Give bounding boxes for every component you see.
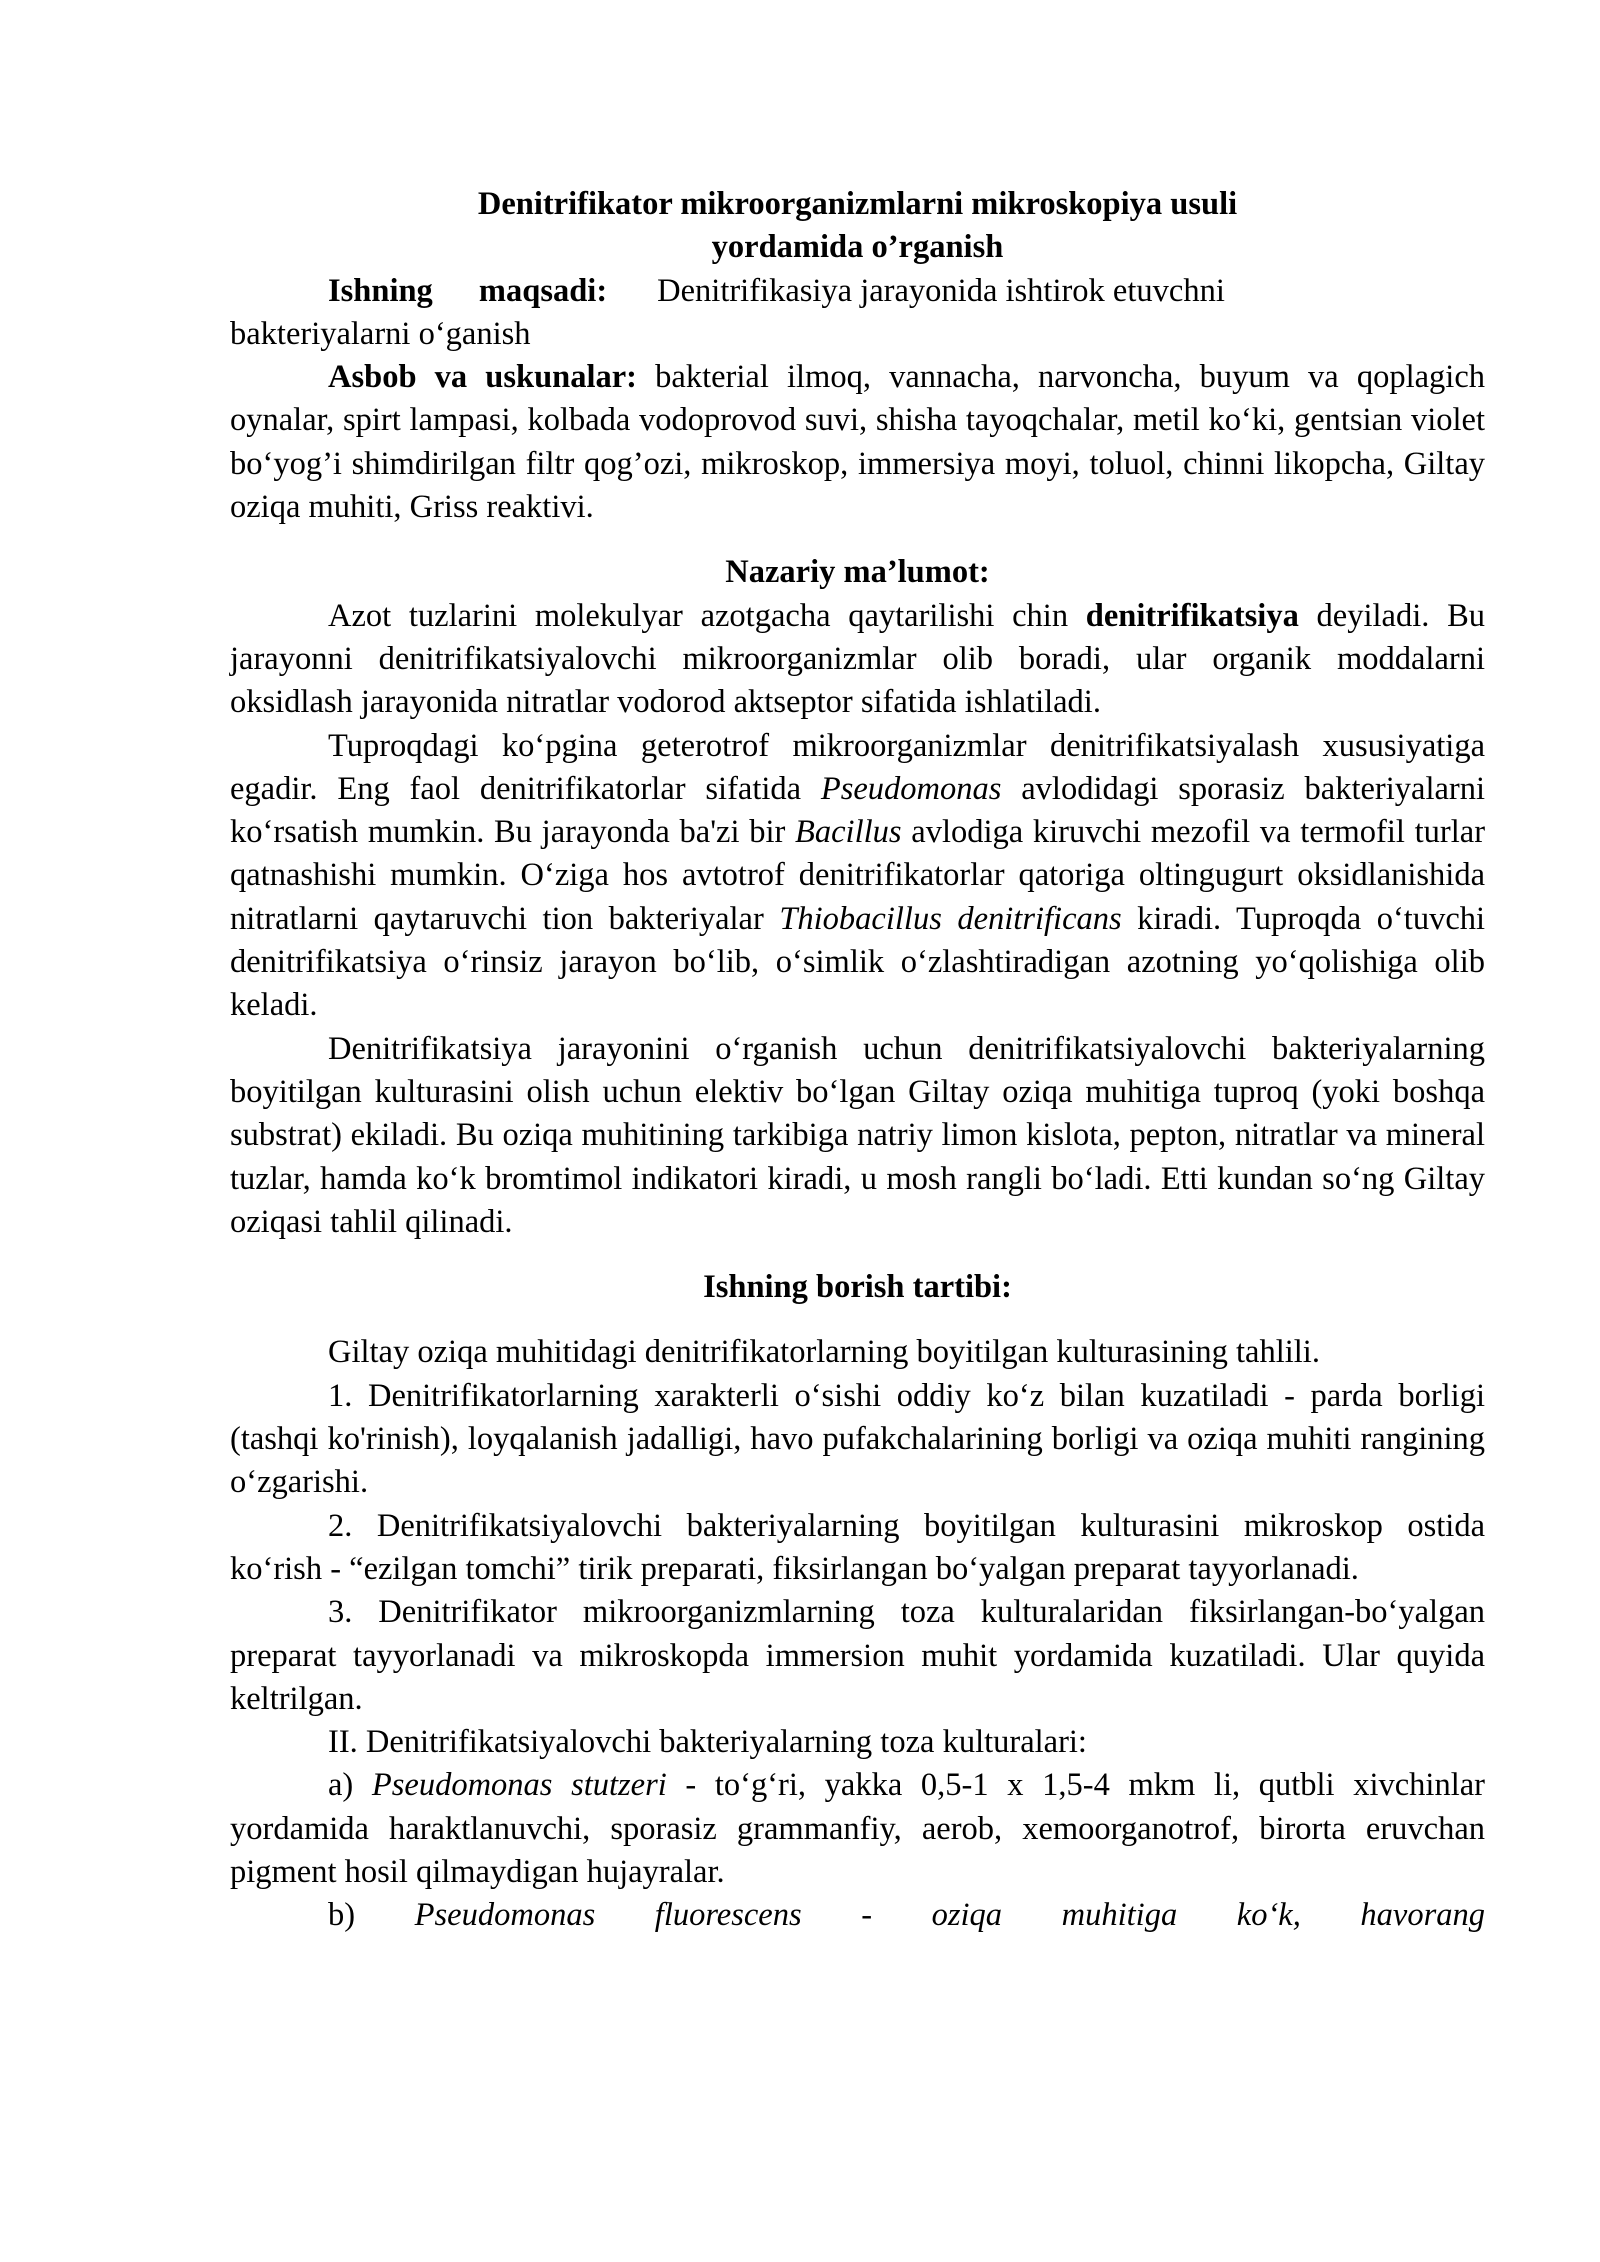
theory-p1-text-a: Azot tuzlarini molekulyar azotgacha qaytarilishi chin bbox=[328, 597, 1069, 634]
document-title bbox=[230, 183, 1485, 270]
theory-p2-text-c: avlodiga kiruvchi mezofil va termofil turlar qatnashishi mumkin. O‘ziga hos avtotrof denitrifikatorlar qatoriga oltingugurt oksidlanishida nitratlarni qaytaruvchi tion bakteriyalar bbox=[230, 814, 1486, 937]
item-b-prefix: b) bbox=[328, 1897, 356, 1934]
equipment-text: bakterial ilmoq, vannacha, narvoncha, buyum va qoplagich oynalar, spirt lampasi, kolbada vodoprovod suvi, shisha tayoqchalar, metil ko‘ki, gentsian violet bo‘yog’i shimdirilgan filtr qog’ozi, mikroskop, immersiya moyi, toluol, chinni likopcha, Giltay oziqa muhiti, Griss reaktivi. bbox=[230, 359, 1486, 526]
theory-paragraph-1 bbox=[230, 595, 1485, 725]
theory-paragraph-3: Denitrifikatsiya jarayonini o‘rganish uchun denitrifikatsiyalovchi bakteriyalarning boyitilgan kulturasini olish uchun elektiv bo‘lgan Giltay oziqa muhitiga tuproq (yoki boshqa substrat) ekiladi. Bu oziqa muhitining tarkibiga natriy limon kislota, pepton, nitratlar va mineral tuzlar, hamda ko‘k bromtimol indikatori kiradi, u mosh rangli bo‘ladi. Etti kundan so‘ng Giltay oziqasi tahlil qilinadi. bbox=[230, 1030, 1485, 1240]
theory-heading: Nazariy ma’lumot: bbox=[725, 554, 990, 591]
item-a-prefix: a) bbox=[328, 1767, 354, 1804]
theory-p2-text-b: avlodidagi sporasiz bakteriyalarni ko‘rsatish mumkin. Bu jarayonda ba'zi bir bbox=[230, 770, 1486, 851]
procedure-step-2: 2. Denitrifikatsiyalovchi bakteriyalarning boyitilgan kulturasini mikroskop ostida ko‘rish - “ezilgan tomchi” tirik preparati, fiksirlangan bo‘yalgan preparat tayyorlanadi. bbox=[230, 1507, 1485, 1587]
term-denitrifikatsiya: denitrifikatsiya bbox=[1085, 597, 1299, 634]
procedure-item-b bbox=[230, 1894, 1485, 1937]
goal-text-line-1: Denitrifikasiya jarayonida ishtirok etuvchni bbox=[657, 272, 1225, 309]
procedure-intro: Giltay oziqa muhitidagi denitrifikatorlarning boyitilgan kulturasining tahlili. bbox=[328, 1334, 1320, 1371]
species-pseudomonas: Pseudomonas bbox=[820, 770, 1002, 807]
goal-paragraph bbox=[230, 270, 1485, 313]
procedure-step-1: 1. Denitrifikatorlarning xarakterli o‘sishi oddiy ko‘z bilan kuzatiladi - parda borligi (tashqi ko'rinish), loyqalanish jadalligi, havo pufakchalarining borligi va oziqa muhiti rangining o‘zgarishi. bbox=[230, 1377, 1485, 1501]
species-pseudomonas-fluorescens: Pseudomonas fluorescens bbox=[414, 1897, 802, 1934]
procedure-heading: Ishning borish tartibi: bbox=[703, 1269, 1012, 1306]
item-a-text: - to‘g‘ri, yakka 0,5-1 x 1,5-4 mkm li, qutbli xivchinlar yordamida haraktlanuvchi, sporasiz grammanfiy, aerob, xemoorganotrof, birorta eruvchan pigment hosil qilmaydigan hujayralar. bbox=[230, 1767, 1485, 1890]
equipment-label: Asbob va uskunalar: bbox=[328, 359, 638, 396]
item-b-text: - oziqa muhitiga ko‘k, havorang bbox=[861, 1897, 1485, 1934]
theory-p2-text-a: Tuproqdagi ko‘pgina geterotrof mikroorganizmlar denitrifikatsiyalash xususiyatiga egadir. Eng faol denitrifikatorlar sifatida bbox=[230, 727, 1485, 807]
equipment-paragraph bbox=[230, 356, 1485, 529]
species-bacillus: Bacillus bbox=[795, 814, 902, 851]
species-thiobacillus: Thiobacillus denitrificans bbox=[779, 900, 1122, 937]
document-page bbox=[230, 183, 1485, 1938]
goal-label: Ishning maqsadi: bbox=[328, 272, 608, 309]
title-line-1: Denitrifikator mikroorganizmlarni mikroskopiya usuli bbox=[477, 186, 1238, 222]
theory-p2-text-d: kiradi. Tuproqda o‘tuvchi denitrifikatsiya o‘rinsiz jarayon bo‘lib, o‘simlik o‘zlashtiradigan azotning yo‘qolishiga olib keladi. bbox=[230, 900, 1486, 1024]
theory-paragraph-2 bbox=[230, 725, 1485, 1028]
goal-text-line-2: bakteriyalarni o‘ganish bbox=[230, 315, 531, 352]
title-line-2: yordamida o’rganish bbox=[711, 229, 1004, 266]
species-pseudomonas-stutzeri: Pseudomonas stutzeri bbox=[371, 1767, 667, 1804]
procedure-step-3: 3. Denitrifikator mikroorganizmlarning toza kulturalaridan fiksirlangan-bo‘yalgan preparat tayyorlanadi va mikroskopda immersion muhit yordamida kuzatiladi. Ular quyida keltrilgan. bbox=[230, 1594, 1485, 1717]
theory-p1-text-b: deyiladi. Bu jarayonni denitrifikatsiyalovchi mikroorganizmlar olib boradi, ular organik moddalarni oksidlash jarayonida nitratlar vodorod aktseptor sifatida ishlatiladi. bbox=[230, 597, 1485, 721]
procedure-item-a bbox=[230, 1764, 1485, 1894]
procedure-section-2: II. Denitrifikatsiyalovchi bakteriyalarning toza kulturalari: bbox=[328, 1724, 1087, 1761]
